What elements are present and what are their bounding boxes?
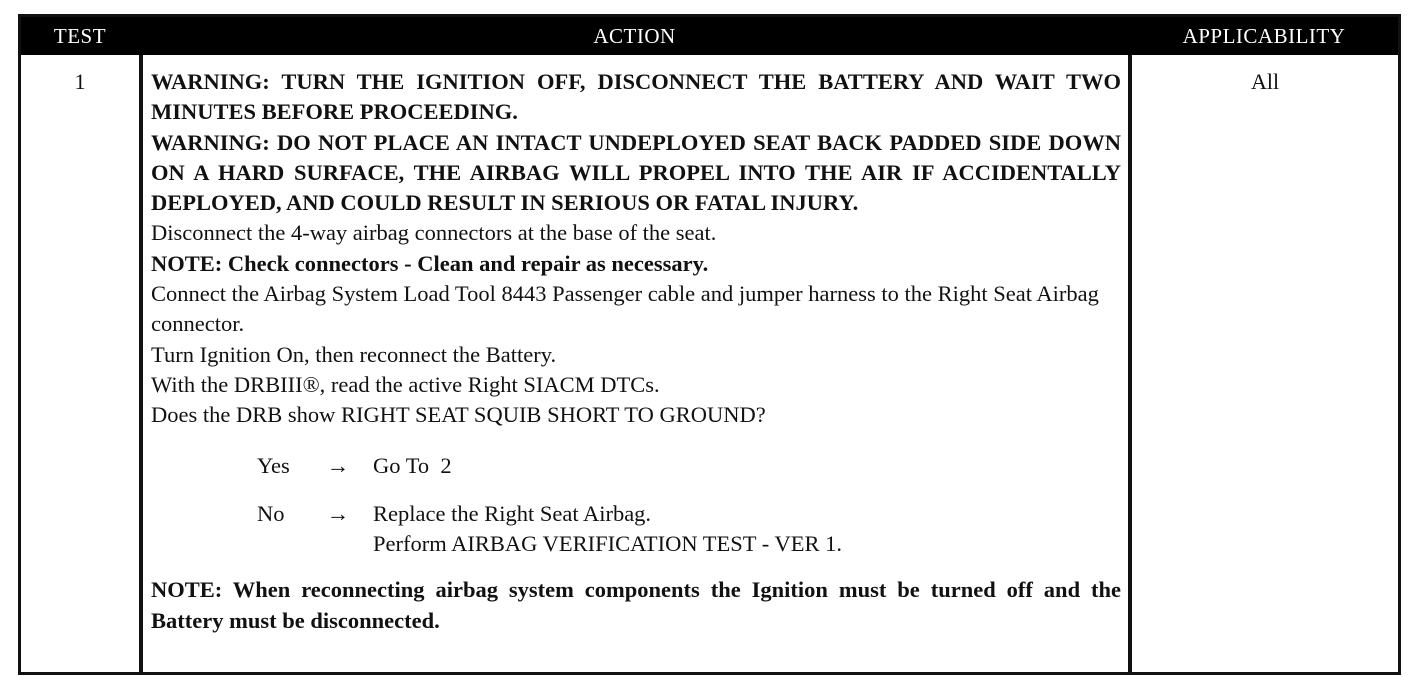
warning-ignition: WARNING: TURN THE IGNITION OFF, DISCONNECT THE BATTERY AND WAIT TWO MINUTES BEFORE PROCEEDING. — [151, 69, 1121, 125]
applicability-value: All — [1250, 69, 1280, 94]
header-test: TEST — [21, 17, 139, 55]
column-divider — [1128, 55, 1132, 672]
column-divider — [139, 55, 143, 672]
option-yes-label: Yes — [257, 452, 290, 478]
note-check-connectors: NOTE: Check connectors - Clean and repair as necessary. — [151, 250, 709, 276]
action-cell — [151, 67, 1121, 636]
option-no-label: No — [257, 500, 285, 526]
option-no-result-line2: Perform AIRBAG VERIFICATION TEST - VER 1. — [373, 531, 842, 557]
option-no — [151, 499, 1121, 560]
option-no-result-line1: Replace the Right Seat Airbag. — [373, 500, 652, 526]
step-disconnect: Disconnect the 4-way airbag connectors at the base of the seat. — [151, 220, 717, 246]
diagnostic-table — [18, 14, 1401, 675]
step-ignition-on: Turn Ignition On, then reconnect the Battery. — [151, 341, 557, 367]
header-action: ACTION — [139, 17, 1130, 55]
test-number: 1 — [74, 69, 86, 94]
step-read-dtcs: With the DRBIII®, read the active Right SIACM DTCs. — [151, 371, 660, 397]
arrow-right-icon: → — [326, 500, 350, 526]
option-yes-result: Go To 2 — [373, 452, 452, 478]
step-connect-tool: Connect the Airbag System Load Tool 8443 Passenger cable and jumper harness to the Right Seat Airbag connector. — [151, 281, 1099, 337]
header-applicability: APPLICABILITY — [1130, 17, 1398, 55]
question: Does the DRB show RIGHT SEAT SQUIB SHORT TO GROUND? — [151, 402, 766, 428]
note-reconnecting: NOTE: When reconnecting airbag system components the Ignition must be turned off and the Battery must be disconnected. — [151, 577, 1121, 633]
arrow-right-icon: → — [326, 452, 350, 478]
option-no-result — [373, 499, 1121, 560]
option-yes — [151, 451, 1121, 481]
warning-seat-back: WARNING: DO NOT PLACE AN INTACT UNDEPLOYED SEAT BACK PADDED SIDE DOWN ON A HARD SURFACE, THE AIRBAG WILL PROPEL INTO THE AIR IF ACCIDENTALLY DEPLOYED, AND COULD RESULT IN SERIOUS OR FATAL INJURY. — [151, 129, 1121, 216]
